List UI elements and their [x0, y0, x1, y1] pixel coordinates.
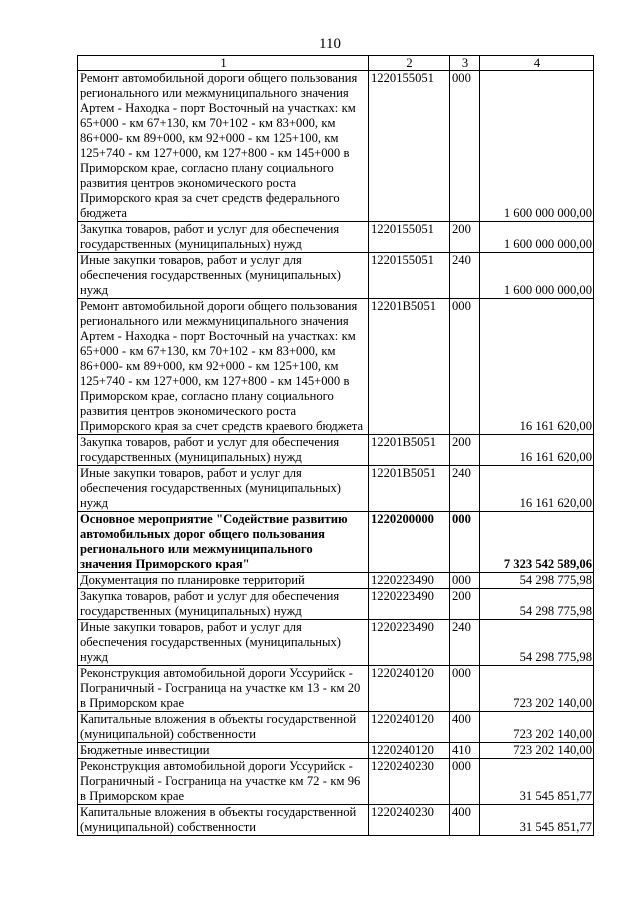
- budget-table: [77, 55, 594, 836]
- row-name-cell: Документация по планировке территорий: [78, 573, 369, 589]
- row-type-cell: 200: [450, 589, 480, 620]
- table-row: [78, 253, 594, 299]
- table-header-row: [78, 56, 594, 71]
- table-row: [78, 573, 594, 589]
- row-type-cell: 000: [450, 759, 480, 805]
- row-code-cell: 12201B5051: [369, 435, 450, 466]
- table-row: [78, 759, 594, 805]
- row-code-cell: 1220223490: [369, 589, 450, 620]
- table-row: [78, 666, 594, 712]
- row-type-cell: 000: [450, 299, 480, 435]
- row-name-cell: Капитальные вложения в объекты государственной (муниципальной) собственности: [78, 805, 369, 836]
- header-cell-3: 3: [450, 56, 480, 71]
- row-type-cell: 240: [450, 620, 480, 666]
- row-type-cell: 400: [450, 712, 480, 743]
- row-type-cell: 400: [450, 805, 480, 836]
- row-amount-cell: 1 600 000 000,00: [480, 253, 594, 299]
- row-type-cell: 200: [450, 222, 480, 253]
- row-name-cell: Основное мероприятие "Содействие развитию автомобильных дорог общего пользования регионального или межмуниципального значения Приморского края": [78, 512, 369, 573]
- row-amount-cell: 16 161 620,00: [480, 435, 594, 466]
- row-amount-cell: 723 202 140,00: [480, 712, 594, 743]
- row-amount-cell: 16 161 620,00: [480, 466, 594, 512]
- row-type-cell: 200: [450, 435, 480, 466]
- row-code-cell: 1220240120: [369, 666, 450, 712]
- table-row: [78, 435, 594, 466]
- header-cell-4: 4: [480, 56, 594, 71]
- row-name-cell: Закупка товаров, работ и услуг для обеспечения государственных (муниципальных) нужд: [78, 589, 369, 620]
- row-amount-cell: 31 545 851,77: [480, 759, 594, 805]
- table-row: [78, 805, 594, 836]
- row-amount-cell: 7 323 542 589,06: [480, 512, 594, 573]
- page-number: 110: [319, 36, 341, 52]
- row-name-cell: Закупка товаров, работ и услуг для обеспечения государственных (муниципальных) нужд: [78, 222, 369, 253]
- row-amount-cell: 1 600 000 000,00: [480, 71, 594, 222]
- row-code-cell: 1220200000: [369, 512, 450, 573]
- row-amount-cell: 723 202 140,00: [480, 666, 594, 712]
- row-name-cell: Иные закупки товаров, работ и услуг для обеспечения государственных (муниципальных) нужд: [78, 466, 369, 512]
- table-row: [78, 712, 594, 743]
- row-code-cell: 1220240120: [369, 712, 450, 743]
- row-code-cell: 1220155051: [369, 222, 450, 253]
- budget-table-body: [78, 56, 594, 836]
- row-amount-cell: 54 298 775,98: [480, 573, 594, 589]
- row-name-cell: Иные закупки товаров, работ и услуг для обеспечения государственных (муниципальных) нужд: [78, 253, 369, 299]
- row-name-cell: Капитальные вложения в объекты государственной (муниципальной) собственности: [78, 712, 369, 743]
- row-name-cell: Ремонт автомобильной дороги общего пользования регионального или межмуниципального значения Артем - Находка - порт Восточный на участках: км 65+000 - км 67+130, км 70+102 - км 83+000, км 86+000- км 89+000, км 92+000 - км 125+100, км 125+740 - км 127+000, км 127+800 - км 145+000 в Приморском крае, согласно плану социального развития центров экономического роста Приморского края за счет средств краевого бюджета: [78, 299, 369, 435]
- row-name-cell: Реконструкция автомобильной дороги Уссурийск - Пограничный - Госграница на участке км 13 - км 20 в Приморском крае: [78, 666, 369, 712]
- row-type-cell: 410: [450, 743, 480, 759]
- row-name-cell: Иные закупки товаров, работ и услуг для обеспечения государственных (муниципальных) нужд: [78, 620, 369, 666]
- row-code-cell: 1220223490: [369, 620, 450, 666]
- row-code-cell: 1220240120: [369, 743, 450, 759]
- row-code-cell: 12201B5051: [369, 466, 450, 512]
- row-name-cell: Бюджетные инвестиции: [78, 743, 369, 759]
- row-type-cell: 000: [450, 71, 480, 222]
- row-name-cell: Реконструкция автомобильной дороги Уссурийск - Пограничный - Госграница на участке км 72 - км 96 в Приморском крае: [78, 759, 369, 805]
- row-amount-cell: 1 600 000 000,00: [480, 222, 594, 253]
- row-code-cell: 1220223490: [369, 573, 450, 589]
- table-row: [78, 299, 594, 435]
- table-row: [78, 589, 594, 620]
- header-cell-1: 1: [78, 56, 369, 71]
- row-amount-cell: 31 545 851,77: [480, 805, 594, 836]
- row-amount-cell: 54 298 775,98: [480, 620, 594, 666]
- row-code-cell: 12201B5051: [369, 299, 450, 435]
- header-cell-2: 2: [369, 56, 450, 71]
- row-type-cell: 240: [450, 253, 480, 299]
- row-name-cell: Ремонт автомобильной дороги общего пользования регионального или межмуниципального значения Артем - Находка - порт Восточный на участках: км 65+000 - км 67+130, км 70+102 - км 83+000, км 86+000- км 89+000, км 92+000 - км 125+100, км 125+740 - км 127+000, км 127+800 - км 145+000 в Приморском крае, согласно плану социального развития центров экономического роста Приморского края за счет средств федерального бюджета: [78, 71, 369, 222]
- row-type-cell: 000: [450, 512, 480, 573]
- row-amount-cell: 16 161 620,00: [480, 299, 594, 435]
- row-amount-cell: 723 202 140,00: [480, 743, 594, 759]
- table-row: [78, 466, 594, 512]
- table-row: [78, 222, 594, 253]
- row-type-cell: 000: [450, 666, 480, 712]
- table-row: [78, 743, 594, 759]
- row-code-cell: 1220155051: [369, 253, 450, 299]
- row-amount-cell: 54 298 775,98: [480, 589, 594, 620]
- table-row: [78, 71, 594, 222]
- row-code-cell: 1220240230: [369, 759, 450, 805]
- row-code-cell: 1220155051: [369, 71, 450, 222]
- row-type-cell: 000: [450, 573, 480, 589]
- table-row: [78, 512, 594, 573]
- row-type-cell: 240: [450, 466, 480, 512]
- row-name-cell: Закупка товаров, работ и услуг для обеспечения государственных (муниципальных) нужд: [78, 435, 369, 466]
- row-code-cell: 1220240230: [369, 805, 450, 836]
- table-row: [78, 620, 594, 666]
